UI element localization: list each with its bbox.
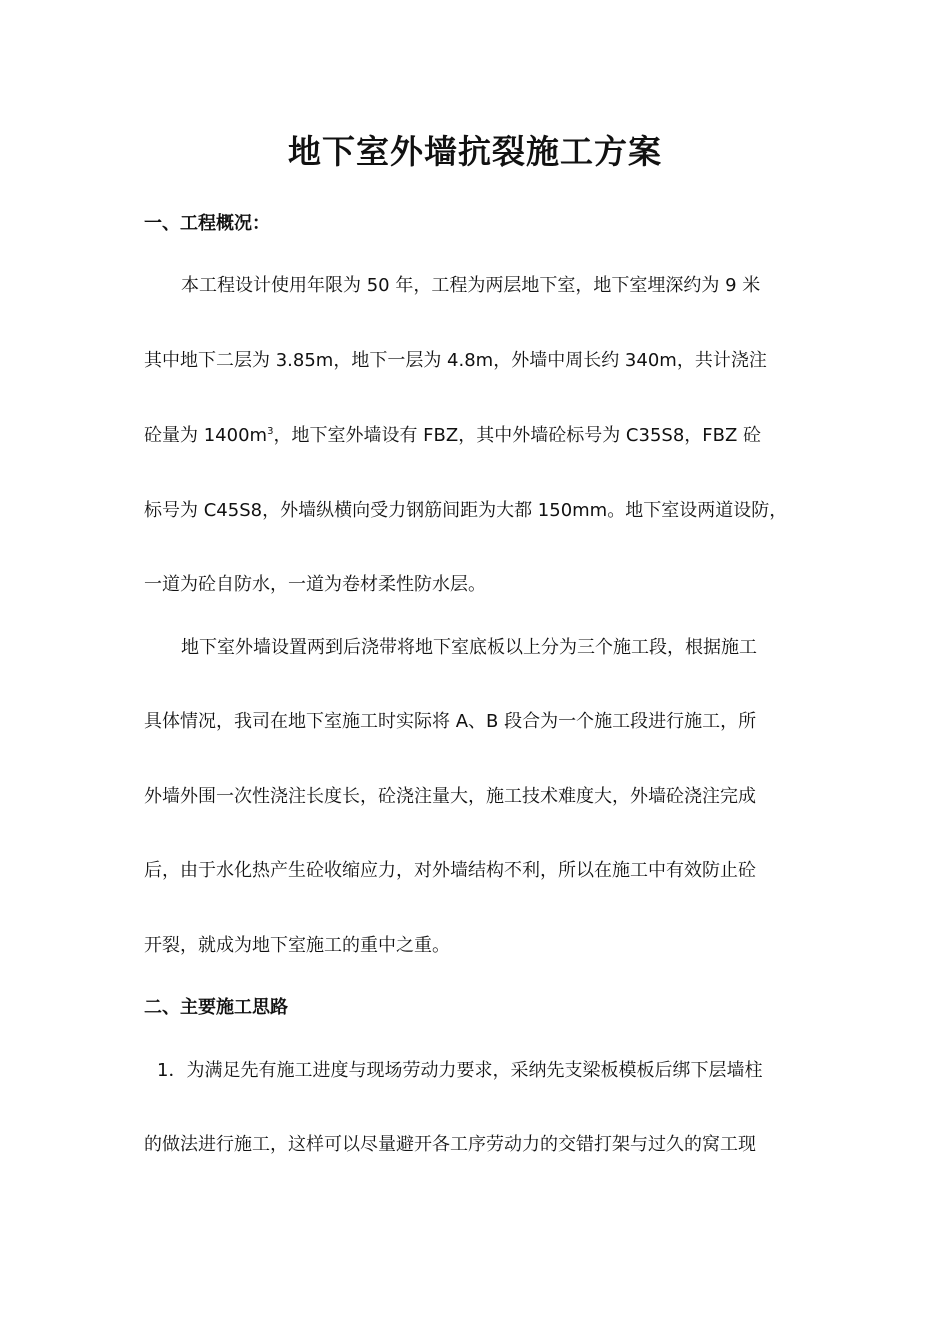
paragraph-line: 具体情况，我司在地下室施工时实际将 A、B 段合为一个施工段进行施工，所 <box>144 711 757 732</box>
section-heading-approach: 二、主要施工思路 <box>144 997 288 1018</box>
paragraph-line: 本工程设计使用年限为 50 年，工程为两层地下室，地下室埋深约为 9 米 <box>181 275 761 296</box>
paragraph-line: 开裂，就成为地下室施工的重中之重。 <box>144 935 450 956</box>
paragraph-line: 一道为砼自防水，一道为卷材柔性防水层。 <box>144 574 486 595</box>
paragraph-line: 标号为 C45S8，外墙纵横向受力钢筋间距为大都 150mm。地下室设两道设防， <box>144 500 788 521</box>
section-heading-overview: 一、工程概况： <box>144 213 270 234</box>
paragraph-line-volume <box>144 422 824 450</box>
list-item-line: 1．为满足先有施工进度与现场劳动力要求，采纳先支梁板模板后绑下层墙柱 <box>157 1060 763 1081</box>
paragraph-line: 地下室外墙设置两到后浇带将地下室底板以上分为三个施工段，根据施工 <box>181 637 757 658</box>
text-segment: ，地下室外墙设有 FBZ，其中外墙砼标号为 C35S8，FBZ 砼 <box>273 425 762 446</box>
paragraph-line: 后，由于水化热产生砼收缩应力，对外墙结构不利，所以在施工中有效防止砼 <box>144 860 756 881</box>
paragraph-line: 外墙外围一次性浇注长度长，砼浇注量大，施工技术难度大，外墙砼浇注完成 <box>144 786 756 807</box>
list-item-line: 的做法进行施工，这样可以尽量避开各工序劳动力的交错打架与过久的窝工现 <box>144 1134 756 1155</box>
text-segment: 砼量为 1400m <box>144 425 268 446</box>
paragraph-line: 其中地下二层为 3.85m，地下一层为 4.8m，外墙中周长约 340m，共计浇注 <box>144 350 767 371</box>
superscript: 3 <box>267 426 274 437</box>
document-title: 地下室外墙抗裂施工方案 <box>288 132 662 171</box>
